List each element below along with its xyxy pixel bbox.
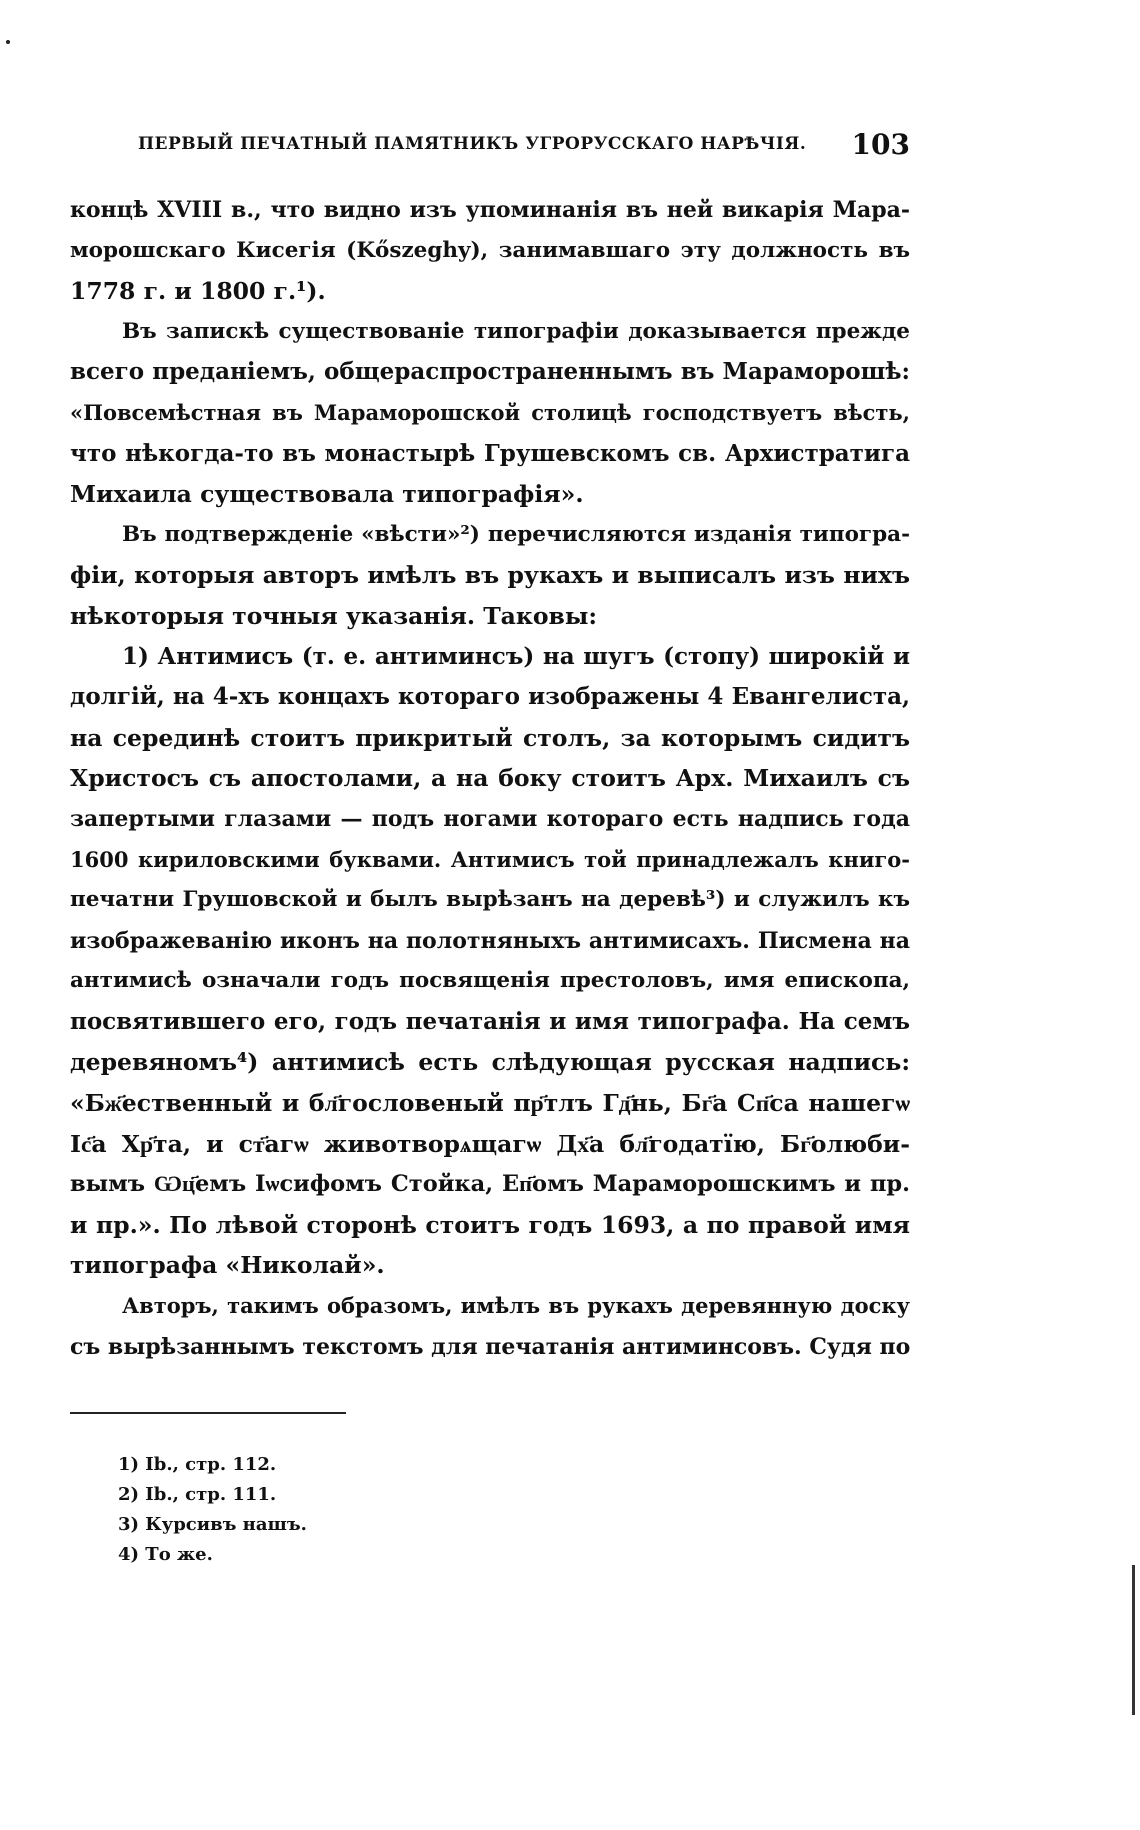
footnotes [118,1450,618,1570]
text-line: посвятившего его, годъ печатанія и имя типографа. На семъ [70,1007,910,1035]
text-line: 1600 кириловскими буквами. Антимисъ той принадлежалъ книго- [70,846,910,872]
text-line: Авторъ, такимъ образомъ, имѣлъ въ рукахъ деревянную доску [122,1293,910,1319]
text-line: Михаила существовала типографія». [70,480,584,509]
text-line: фіи, которыя авторъ имѣлъ въ рукахъ и выписалъ изъ нихъ [70,561,910,590]
text-line: что нѣкогда-то въ монастырѣ Грушевскомъ св. Архистратига [70,439,910,467]
text-line: типографа «Николай». [70,1251,385,1280]
text-line: нѣкоторыя точныя указанія. Таковы: [70,601,598,630]
running-header [138,128,910,162]
footnote: 1) Ib., стр. 112. [118,1454,277,1475]
footnote: 3) Курсивъ нашъ. [118,1514,307,1535]
text-line: Іс҃а Хр҃та, и ст҃агѡ животворѧщагѡ Дх҃а бл҃годатїю, Бг҃олюби- [70,1129,910,1158]
main-text [70,190,910,1367]
text-line: всего преданіемъ, общераспространеннымъ въ Мараморошѣ: [70,358,910,386]
text-line: Христосъ съ апостолами, а на боку стоитъ Арх. Михаилъ съ [70,764,910,793]
page-edge-shadow [1132,1565,1135,1715]
text-line: Въ запискѣ существованіе типографіи доказывается прежде [122,318,910,344]
text-line: морошскаго Кисегія (Kőszeghy), занимавшаго эту должность въ [70,237,910,263]
text-line: запертыми глазами — подъ ногами котораго есть надпись года [70,805,910,832]
text-line: изображеванію иконъ на полотняныхъ антимисахъ. Писмена на [70,927,910,954]
footnote: 2) Ib., стр. 111. [118,1484,277,1505]
scan-speck [6,40,10,44]
text-line: антимисѣ означали годъ посвященія престоловъ, имя епископа, [70,968,910,994]
text-line: Въ подтвержденіе «вѣсти»²) перечисляются изданія типогра- [122,521,910,547]
text-line: концѣ XVIII в., что видно изъ упоминанія въ ней викарія Мара- [70,197,910,223]
running-title: ПЕРВЫЙ ПЕЧАТНЫЙ ПАМЯТНИКЪ УГРОРУССКАГО НАРѢЧІЯ. [138,134,807,154]
text-line: 1) Антимисъ (т. е. антиминсъ) на шугъ (стопу) широкій и [122,642,910,670]
text-line: и пр.». По лѣвой сторонѣ стоитъ годъ 1693, а по правой имя [70,1210,910,1239]
footnote-divider [70,1412,346,1414]
text-line: на серединѣ стоитъ прикритый столъ, за которымъ сидитъ [70,723,910,752]
text-line: 1778 г. и 1800 г.¹). [70,277,326,306]
footnote: 4) То же. [118,1544,213,1565]
text-line: съ вырѣзаннымъ текстомъ для печатанія антиминсовъ. Судя по [70,1333,910,1360]
text-line: «Бж҃ественный и бл҃гословеный пр҃тлъ Гд҃нь, Бг҃а Сп҃са нашегѡ [70,1089,910,1118]
text-line: вымъ Ѡц҃емъ Іѡсифомъ Стойка, Еп҃омъ Мараморошскимъ и пр. [70,1171,910,1198]
page-number: 103 [851,128,910,161]
text-line: «Повсемѣстная въ Мараморошской столицѣ господствуетъ вѣсть, [70,399,910,425]
text-line: печатни Грушовской и былъ вырѣзанъ на деревѣ³) и служилъ къ [70,887,910,913]
text-line: долгій, на 4-хъ концахъ котораго изображены 4 Евангелиста, [70,683,910,711]
text-line: деревяномъ⁴) антимисѣ есть слѣдующая русская надпись: [70,1048,910,1077]
